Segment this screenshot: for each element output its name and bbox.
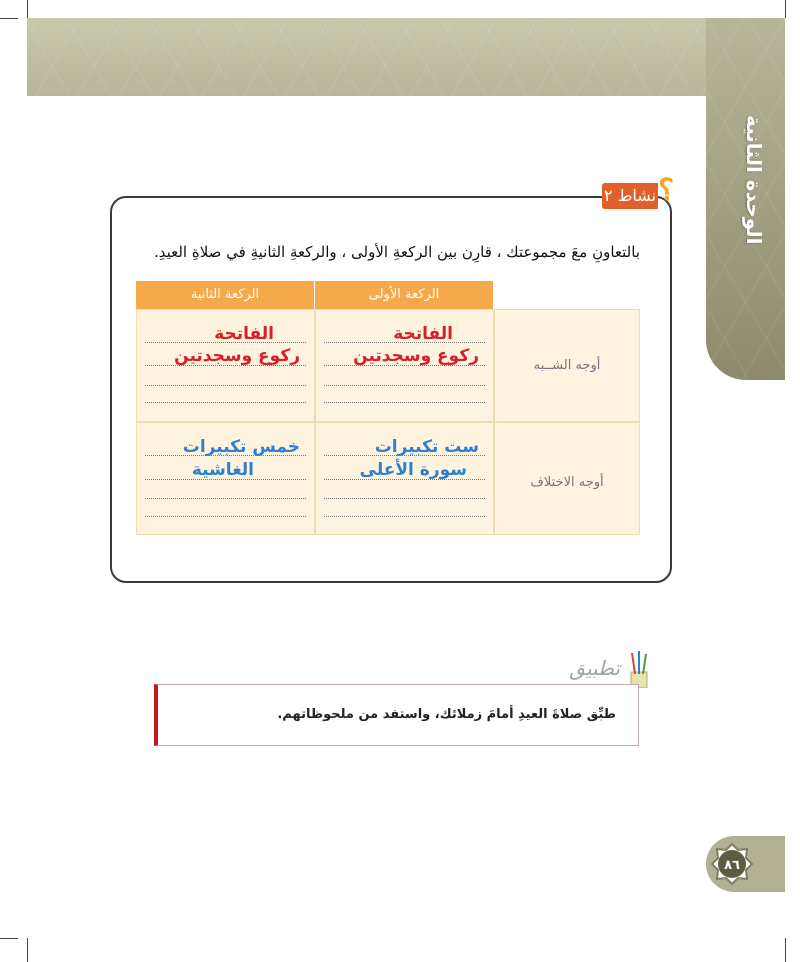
answer-text: ركوع وسجدتين bbox=[353, 346, 479, 366]
activity-instruction: بالتعاونِ معَ مجموعتك ، قارِن بين الركعةِ الأولى ، والركعةِ الثانيةِ في صلاةِ العيدِ. bbox=[153, 243, 640, 261]
crop-mark bbox=[0, 18, 18, 19]
crop-mark bbox=[785, 938, 786, 962]
crop-mark bbox=[27, 938, 28, 962]
apply-text: طبِّق صلاةَ العيدِ أمامَ زملائك، واستفد من ملحوظاتهم. bbox=[277, 707, 616, 722]
row-label-differences: أوجه الاختلاف bbox=[494, 422, 640, 535]
unit-side-tab bbox=[706, 18, 785, 380]
row-label-similarities: أوجه الشــبه bbox=[494, 309, 640, 422]
pencils-icon bbox=[628, 650, 650, 688]
answer-text: ركوع وسجدتين bbox=[174, 346, 300, 366]
activity-number: نشاط ٢ bbox=[602, 183, 658, 209]
top-banner bbox=[27, 18, 785, 96]
cell-second-similarities bbox=[136, 309, 315, 422]
question-mark-icon: ؟ bbox=[658, 173, 674, 208]
cell-first-similarities bbox=[315, 309, 494, 422]
apply-box bbox=[154, 684, 639, 746]
header-first-rakah: الركعة الأولى bbox=[315, 281, 493, 309]
crop-mark bbox=[785, 0, 786, 18]
answer-text: خمس تكبيرات bbox=[182, 437, 300, 457]
header-second-rakah: الركعة الثانية bbox=[136, 281, 314, 309]
activity-label bbox=[584, 173, 674, 215]
page-number-badge bbox=[711, 843, 753, 885]
answer-text: الغاشية bbox=[191, 460, 254, 480]
comparison-table bbox=[136, 281, 640, 535]
answer-text: سورة الأعلى bbox=[359, 460, 467, 480]
crop-mark bbox=[27, 0, 28, 18]
answer-text: الفاتحة bbox=[214, 324, 274, 344]
apply-title: تطبيق bbox=[569, 656, 620, 680]
answer-text: ست تكبيرات bbox=[374, 437, 479, 457]
page-number: ٨٦ bbox=[724, 858, 740, 873]
answer-text: الفاتحة bbox=[393, 324, 453, 344]
cell-second-differences bbox=[136, 422, 315, 535]
cell-first-differences bbox=[315, 422, 494, 535]
unit-title: الوحدة الثانية bbox=[742, 115, 766, 245]
crop-mark bbox=[0, 938, 18, 939]
